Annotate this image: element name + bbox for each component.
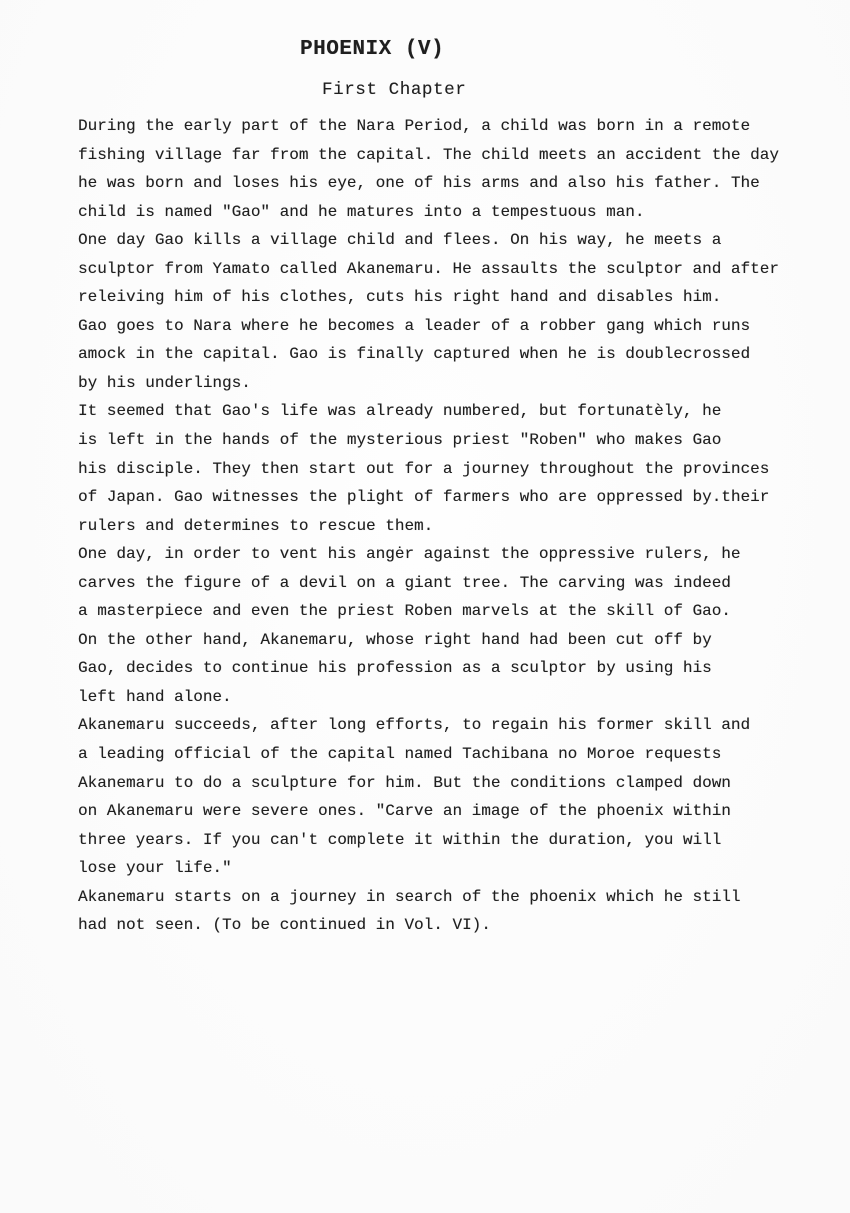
text-line: by his underlings. <box>78 373 251 392</box>
text-line: child is named "Gao" and he matures into a tempestuous man. <box>78 202 645 221</box>
text-line: on Akanemaru were severe ones. "Carve an image of the phoenix within <box>78 802 731 821</box>
text-line: a leading official of the capital named Tachibana no Moroe requests <box>78 745 722 764</box>
document-title: PHOENIX (V) <box>300 38 445 61</box>
text-line: One day, in order to vent his angėr against the oppressive rulers, he <box>78 545 741 564</box>
text-line: is left in the hands of the mysterious priest "Roben" who makes Gao <box>78 431 722 450</box>
text-line: he was born and loses his eye, one of his arms and also his father. The <box>78 174 760 193</box>
text-line: Akanemaru succeeds, after long efforts, to regain his former skill and <box>78 716 751 735</box>
text-line: It seemed that Gao's life was already numbered, but fortunatèly, he <box>78 402 722 421</box>
text-line: had not seen. (To be continued in Vol. VI). <box>78 916 491 935</box>
text-line: carves the figure of a devil on a giant tree. The carving was indeed <box>78 573 731 592</box>
text-line: On the other hand, Akanemaru, whose right hand had been cut off by <box>78 630 712 649</box>
chapter-heading: First Chapter <box>322 80 467 100</box>
text-line: amock in the capital. Gao is finally captured when he is doublecrossed <box>78 345 751 364</box>
text-line: Akanemaru to do a sculpture for him. But the conditions clamped down <box>78 773 731 792</box>
text-line: fishing village far from the capital. The child meets an accident the day <box>78 145 779 164</box>
text-line: Gao, decides to continue his profession as a sculptor by using his <box>78 659 712 678</box>
text-line: of Japan. Gao witnesses the plight of farmers who are oppressed by.their <box>78 488 770 507</box>
text-line: Gao goes to Nara where he becomes a leader of a robber gang which runs <box>78 316 751 335</box>
text-line: sculptor from Yamato called Akanemaru. He assaults the sculptor and after <box>78 259 779 278</box>
text-line: his disciple. They then start out for a journey throughout the provinces <box>78 459 770 478</box>
text-line: One day Gao kills a village child and flees. On his way, he meets a <box>78 231 722 250</box>
text-line: Akanemaru starts on a journey in search of the phoenix which he still <box>78 887 741 906</box>
text-line: three years. If you can't complete it within the duration, you will <box>78 830 722 849</box>
text-line: rulers and determines to rescue them. <box>78 516 434 535</box>
document-body <box>78 112 779 940</box>
text-line: lose your life." <box>78 859 232 878</box>
text-line: During the early part of the Nara Period, a child was born in a remote <box>78 117 751 135</box>
text-line: a masterpiece and even the priest Roben marvels at the skill of Gao. <box>78 602 731 621</box>
text-line: releiving him of his clothes, cuts his right hand and disables him. <box>78 288 722 307</box>
text-line: left hand alone. <box>78 687 232 706</box>
